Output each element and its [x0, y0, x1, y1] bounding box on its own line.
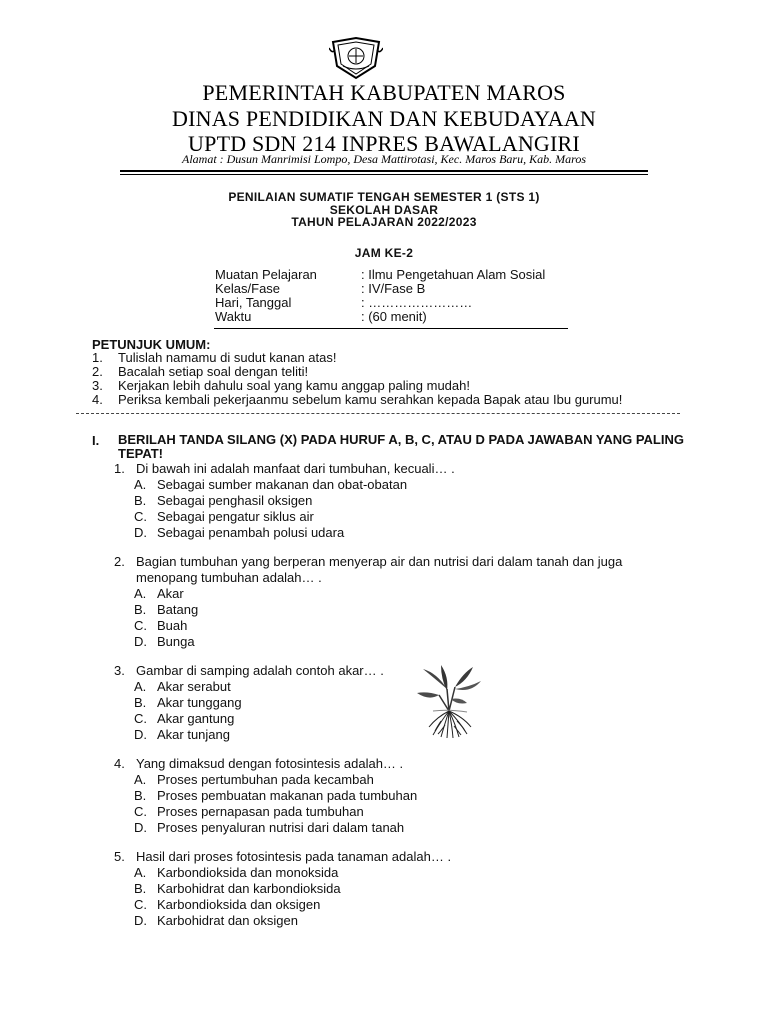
option-b[interactable] — [134, 602, 198, 618]
option-a[interactable] — [134, 679, 231, 695]
letterhead-government: PEMERINTAH KABUPATEN MAROS — [202, 80, 566, 105]
option-a[interactable] — [134, 865, 338, 881]
option-letter: A. — [134, 865, 147, 880]
instruction-number: 1. — [92, 350, 103, 365]
letterhead-address: Alamat : Dusun Manrimisi Lompo, Desa Mattirotasi, Kec. Maros Baru, Kab. Maros — [181, 152, 586, 166]
option-text: Proses pernapasan pada tumbuhan — [157, 804, 364, 819]
question-number: 5. — [114, 849, 125, 864]
option-c[interactable] — [134, 618, 187, 634]
instruction-number: 2. — [92, 364, 103, 379]
option-a[interactable] — [134, 586, 184, 602]
question-text: Di bawah ini adalah manfaat dari tumbuhan, kecuali… . — [136, 461, 455, 476]
exam-level: SEKOLAH DASAR — [329, 203, 439, 217]
option-letter: D. — [134, 634, 147, 649]
option-letter: D. — [134, 820, 147, 835]
option-d[interactable] — [134, 525, 344, 541]
option-text: Proses penyaluran nutrisi dari dalam tanah — [157, 820, 405, 835]
option-b[interactable] — [134, 493, 312, 509]
meta-value: : Ilmu Pengetahuan Alam Sosial — [361, 267, 546, 282]
option-letter: D. — [134, 525, 147, 540]
option-text: Proses pembuatan makanan pada tumbuhan — [157, 788, 418, 803]
meta-label: Kelas/Fase — [215, 281, 281, 296]
meta-label: Waktu — [215, 309, 252, 324]
option-letter: C. — [134, 897, 147, 912]
option-text: Akar serabut — [157, 679, 231, 694]
option-letter: A. — [134, 477, 147, 492]
letterhead-school: UPTD SDN 214 INPRES BAWALANGIRI — [188, 131, 580, 156]
option-letter: B. — [134, 493, 147, 508]
option-letter: A. — [134, 586, 147, 601]
question-text: Gambar di samping adalah contoh akar… . — [136, 663, 384, 678]
option-text: Karbondioksida dan monoksida — [157, 865, 339, 880]
option-letter: D. — [134, 727, 147, 742]
option-text: Karbondioksida dan oksigen — [157, 897, 321, 912]
question-text: Yang dimaksud dengan fotosintesis adalah… . — [136, 756, 404, 771]
meta-value: : (60 menit) — [361, 309, 427, 324]
option-text: Karbohidrat dan oksigen — [157, 913, 298, 928]
meta-value: : IV/Fase B — [361, 281, 426, 296]
instruction-text: Tulislah namamu di sudut kanan atas! — [118, 350, 337, 365]
option-letter: B. — [134, 695, 147, 710]
instructions-title: PETUNJUK UMUM: — [92, 337, 211, 352]
section-number: I. — [92, 433, 100, 448]
exam-session: JAM KE-2 — [354, 246, 414, 260]
option-c[interactable] — [134, 897, 320, 913]
question-number: 3. — [114, 663, 125, 678]
option-letter: A. — [134, 679, 147, 694]
dashed-divider — [76, 413, 680, 414]
question-text: Hasil dari proses fotosintesis pada tanaman adalah… . — [136, 849, 452, 864]
question-number: 2. — [114, 554, 125, 569]
section-instruction: BERILAH TANDA SILANG (X) PADA HURUF A, B, C, ATAU D PADA JAWABAN YANG PALING TEPAT! — [118, 432, 684, 461]
option-d[interactable] — [134, 634, 195, 650]
letterhead-rule-thick — [120, 170, 648, 172]
option-text: Batang — [157, 602, 199, 617]
option-c[interactable] — [134, 711, 234, 727]
option-a[interactable] — [134, 772, 374, 788]
option-a[interactable] — [134, 477, 407, 493]
option-d[interactable] — [134, 913, 298, 929]
option-text: Karbohidrat dan karbondioksida — [157, 881, 341, 896]
option-text: Sebagai pengatur siklus air — [157, 509, 314, 524]
option-d[interactable] — [134, 727, 230, 743]
instruction-text: Kerjakan lebih dahulu soal yang kamu anggap paling mudah! — [118, 378, 470, 393]
option-text: Akar tunjang — [157, 727, 230, 742]
option-letter: C. — [134, 804, 147, 819]
option-letter: B. — [134, 602, 147, 617]
option-letter: C. — [134, 711, 147, 726]
instruction-text: Bacalah setiap soal dengan teliti! — [118, 364, 309, 379]
option-b[interactable] — [134, 788, 417, 804]
option-text: Sebagai penghasil oksigen — [157, 493, 313, 508]
meta-value: : …………………… — [361, 295, 473, 310]
meta-divider — [214, 328, 568, 329]
option-c[interactable] — [134, 804, 364, 820]
option-letter: B. — [134, 788, 147, 803]
option-text: Akar gantung — [157, 711, 235, 726]
option-text: Akar tunggang — [157, 695, 242, 710]
option-letter: C. — [134, 618, 147, 633]
option-text: Proses pertumbuhan pada kecambah — [157, 772, 374, 787]
option-text: Sebagai penambah polusi udara — [157, 525, 345, 540]
question-number: 1. — [114, 461, 125, 476]
fibrous-root-plant-icon — [411, 659, 489, 739]
letterhead-rule-thin — [120, 174, 648, 175]
option-letter: A. — [134, 772, 147, 787]
exam-year: TAHUN PELAJARAN 2022/2023 — [291, 215, 477, 229]
option-c[interactable] — [134, 509, 314, 525]
instruction-text: Periksa kembali pekerjaanmu sebelum kamu serahkan kepada Bapak atau Ibu gurumu! — [118, 392, 623, 407]
meta-label: Hari, Tanggal — [215, 295, 292, 310]
option-b[interactable] — [134, 881, 341, 897]
option-d[interactable] — [134, 820, 404, 836]
option-text: Bunga — [157, 634, 195, 649]
option-text: Akar — [157, 586, 184, 601]
meta-label: Muatan Pelajaran — [215, 267, 317, 282]
regency-emblem-icon — [329, 36, 383, 80]
exam-title: PENILAIAN SUMATIF TENGAH SEMESTER 1 (STS 1) — [228, 190, 540, 204]
instruction-number: 3. — [92, 378, 103, 393]
option-letter: B. — [134, 881, 147, 896]
option-letter: D. — [134, 913, 147, 928]
option-text: Buah — [157, 618, 188, 633]
question-number: 4. — [114, 756, 125, 771]
option-letter: C. — [134, 509, 147, 524]
option-text: Sebagai sumber makanan dan obat-obatan — [157, 477, 408, 492]
option-b[interactable] — [134, 695, 242, 711]
instruction-number: 4. — [92, 392, 103, 407]
letterhead-department: DINAS PENDIDIKAN DAN KEBUDAYAAN — [172, 106, 596, 131]
question-text: Bagian tumbuhan yang berperan menyerap air dan nutrisi dari dalam tanah dan juga menopang tumbuhan adalah… . — [136, 554, 623, 585]
